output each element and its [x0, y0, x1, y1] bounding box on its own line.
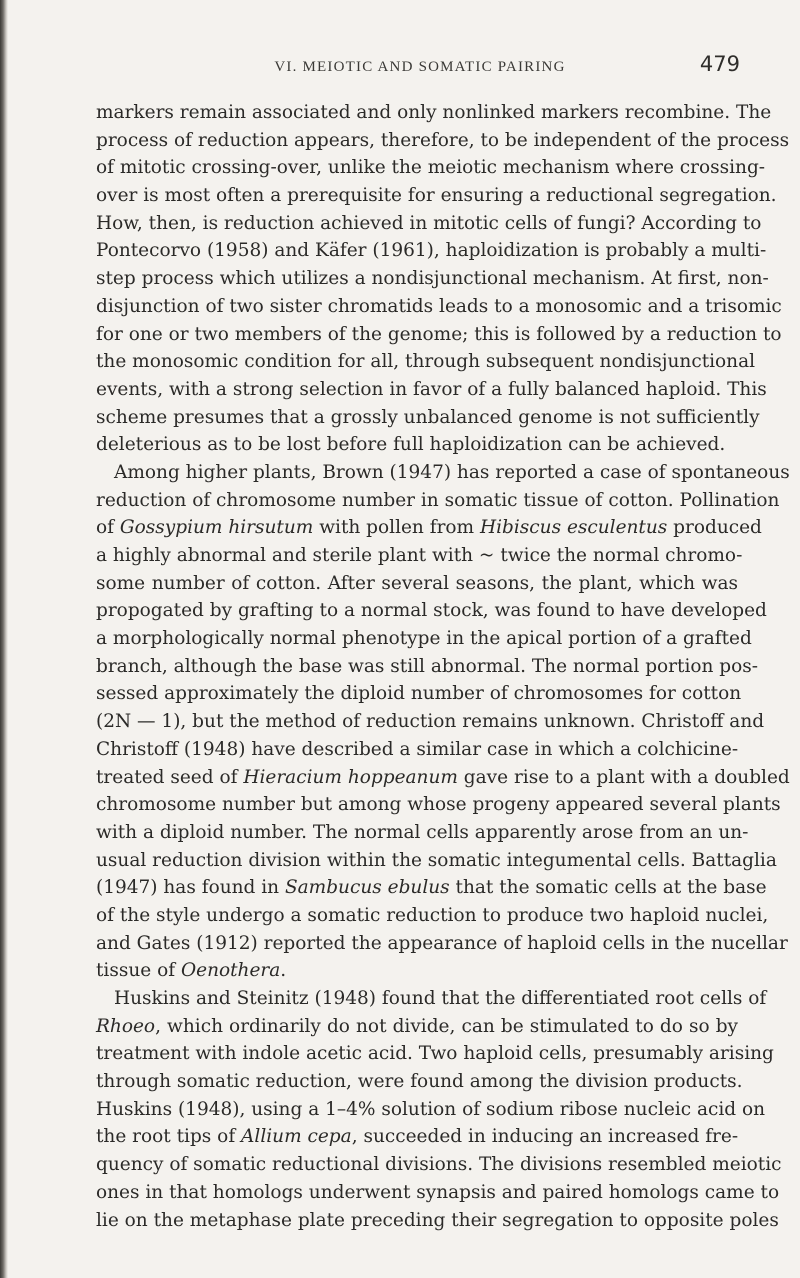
text-line — [96, 459, 790, 487]
italic-term: Allium cepa — [241, 1126, 352, 1148]
text-segment: ones in that homologs underwent synapsis and paired homologs came to — [96, 1181, 780, 1203]
text-segment: events, with a strong selection in favor of a fully balanced haploid. This — [96, 378, 767, 400]
text-segment: the root tips of — [96, 1126, 242, 1148]
text-segment: the monosomic condition for all, through subsequent nondisjunctional — [96, 351, 756, 373]
text-segment: sessed approximately the diploid number of chromosomes for cotton — [96, 683, 742, 705]
running-head: VI. MEIOTIC AND SOMATIC PAIRING — [274, 59, 566, 75]
text-line — [96, 570, 738, 598]
text-segment: with pollen from — [313, 517, 480, 539]
text-segment: chromosome number but among whose progeny appeared several plants — [96, 794, 781, 816]
italic-term: Gossypium hirsutum — [119, 517, 314, 539]
text-segment: some number of cotton. After several seasons, the plant, which was — [96, 572, 738, 594]
text-line — [96, 210, 762, 238]
text-segment: . — [280, 960, 287, 982]
text-segment: propogated by grafting to a normal stock, was found to have developed — [96, 600, 767, 622]
text-line — [96, 404, 760, 432]
page-header — [100, 52, 740, 86]
text-segment: Huskins (1948), using a 1–4% solution of sodium ribose nucleic acid on — [96, 1098, 766, 1120]
text-line — [96, 708, 765, 736]
text-segment: (2N — 1), but the method of reduction remains unknown. Christoff and — [96, 711, 765, 733]
text-segment: Christoff (1948) have described a similar case in which a colchicine- — [96, 738, 739, 760]
text-segment: Huskins and Steinitz (1948) found that the differentiated root cells of — [114, 988, 767, 1009]
text-segment: , which ordinarily do not divide, can be stimulated to do so by — [155, 1015, 738, 1037]
text-segment: (1947) has found in — [96, 877, 285, 899]
text-line — [96, 791, 781, 819]
text-segment: a morphologically normal phenotype in the apical portion of a grafted — [96, 628, 752, 650]
text-line — [96, 1151, 782, 1179]
text-segment: that the somatic cells at the base — [449, 877, 767, 899]
text-line — [96, 348, 756, 376]
text-segment: of the style undergo a somatic reduction to produce two haploid nuclei, — [96, 904, 769, 926]
text-line — [96, 542, 743, 570]
text-segment: step process which utilizes a nondisjunctional mechanism. At first, non- — [96, 268, 769, 290]
text-segment: produced — [667, 517, 762, 539]
text-segment: a highly abnormal and sterile plant with ~ twice the normal chromo- — [96, 545, 743, 566]
text-segment: with a diploid number. The normal cells apparently arose from an un- — [96, 821, 749, 843]
text-line — [96, 1179, 780, 1207]
text-line — [96, 127, 790, 155]
text-segment: of mitotic crossing-over, unlike the meiotic mechanism where crossing- — [96, 157, 766, 179]
text-segment: of — [96, 517, 120, 539]
text-line — [96, 736, 738, 764]
body-text — [96, 99, 790, 1234]
text-line — [96, 625, 752, 653]
text-segment: treated seed of — [96, 766, 244, 788]
italic-term: Hieracium hoppeanum — [243, 766, 458, 788]
text-line — [96, 847, 777, 875]
text-segment: through somatic reduction, were found among the division products. — [96, 1071, 743, 1093]
text-line — [96, 1068, 743, 1096]
text-line — [96, 514, 762, 542]
text-line — [96, 1123, 738, 1151]
text-line — [96, 265, 769, 293]
text-line — [96, 764, 790, 792]
text-line — [96, 1013, 738, 1041]
text-segment: and Gates (1912) reported the appearance of haploid cells in the nucellar — [96, 932, 788, 954]
text-line — [96, 1040, 774, 1068]
text-line — [96, 431, 738, 459]
text-segment: Among higher plants, Brown (1947) has reported a case of spontaneous — [114, 461, 790, 483]
text-segment: branch, although the base was still abnormal. The normal portion pos- — [96, 655, 759, 677]
text-segment: How, then, is reduction achieved in mitotic cells of fungi? According to — [96, 212, 762, 234]
text-segment: deleterious as to be lost before full haploidization can be achieved. — [96, 434, 726, 456]
text-segment: markers remain associated and only nonlinked markers recombine. The — [96, 102, 772, 123]
text-segment: over is most often a prerequisite for ensuring a reductional segregation. — [96, 185, 777, 207]
text-segment: lie on the metaphase plate preceding their segregation to opposite poles — [96, 1209, 779, 1231]
text-line — [96, 819, 749, 847]
text-line — [96, 376, 767, 404]
text-line — [96, 293, 782, 321]
text-line — [96, 99, 772, 127]
italic-term: Oenothera — [180, 960, 281, 982]
text-line — [96, 1207, 779, 1235]
text-line — [96, 957, 738, 985]
text-segment: usual reduction division within the somatic integumental cells. Battaglia — [96, 849, 777, 871]
text-line — [96, 237, 767, 265]
text-segment: scheme presumes that a grossly unbalanced genome is not sufficiently — [96, 406, 760, 428]
text-line — [96, 321, 782, 349]
page-binding-edge — [0, 0, 8, 1278]
text-line — [96, 874, 767, 902]
italic-term: Sambucus ebulus — [284, 877, 450, 899]
italic-term: Rhoeo — [96, 1015, 156, 1037]
text-line — [96, 985, 767, 1013]
italic-term: Hibiscus esculentus — [479, 517, 668, 539]
text-line — [96, 154, 766, 182]
text-segment: disjunction of two sister chromatids leads to a monosomic and a trisomic — [96, 295, 782, 317]
text-line — [96, 487, 780, 515]
text-segment: treatment with indole acetic acid. Two haploid cells, presumably arising — [96, 1043, 774, 1065]
text-line — [96, 680, 742, 708]
text-line — [96, 597, 767, 625]
text-line — [96, 182, 777, 210]
text-line — [96, 902, 769, 930]
page-number: 479 — [699, 52, 740, 76]
text-segment: reduction of chromosome number in somatic tissue of cotton. Pollination — [96, 489, 780, 511]
text-segment: quency of somatic reductional divisions. The divisions resembled meiotic — [96, 1154, 782, 1176]
text-line — [96, 1096, 766, 1124]
text-line — [96, 653, 759, 681]
text-segment: process of reduction appears, therefore, to be independent of the process — [96, 129, 790, 151]
text-segment: Pontecorvo (1958) and Käfer (1961), haploidization is probably a multi- — [96, 240, 767, 262]
text-line — [96, 930, 788, 958]
text-segment: gave rise to a plant with a doubled — [457, 766, 790, 788]
text-segment: for one or two members of the genome; this is followed by a reduction to — [96, 323, 782, 345]
text-segment: , succeeded in inducing an increased fre- — [351, 1126, 739, 1148]
text-segment: tissue of — [96, 960, 181, 982]
